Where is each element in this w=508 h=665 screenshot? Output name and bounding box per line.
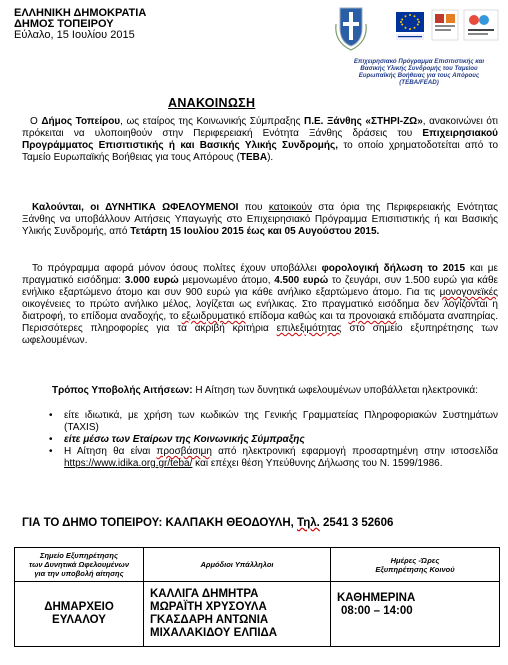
teba-logo-icon (464, 10, 498, 40)
header-municipality: ΔΗΜΟΣ ΤΟΠΕΙΡΟΥ (14, 18, 114, 30)
text-run: ). (267, 152, 274, 163)
text-run: Επιχειρησιακού Προγράμματος Επισιτιστικής ή και Βασικής Υλικής Συνδρομής, (22, 128, 498, 151)
contact-line (22, 517, 393, 529)
eu-program-line: Επιχειρησιακό Πρόγραμμα Επισιτιστικής και (353, 58, 485, 65)
eu-program-line: Βασικής Υλικής Συνδρομής του Ταμείου (360, 65, 478, 72)
submission-methods (40, 410, 498, 470)
list-item (40, 446, 498, 470)
list-item (40, 434, 498, 446)
list-item (40, 410, 498, 434)
submission-paragraph (22, 385, 498, 397)
cell-line: ΔΗΜΑΡΧΕΙΟ (44, 601, 114, 613)
header-line: για την υποβολή αίτησης (34, 569, 124, 578)
document-title: ΑΝΑΚΟΙΝΩΣΗ (168, 96, 256, 110)
text-run: στο σημείο εξυπηρέτησης των ωφελουμένων. (22, 323, 498, 346)
text-run: το οποίο χρηματοδοτείται από το Ταμείο Ευρωπαϊκής Βοήθειας για τους Απόρους ( (22, 140, 499, 163)
text-run: Τετάρτη 15 Ιουλίου 2015 έως και 05 Αυγούστου 2015. (130, 226, 380, 237)
invitation-paragraph (22, 202, 498, 238)
header-country: ΕΛΛΗΝΙΚΗ ΔΗΜΟΚΡΑΤΙΑ (14, 7, 147, 19)
staff-name: ΚΑΛΛΙΓΑ ΔΗΜΗΤΡΑ (150, 588, 259, 600)
cell-line: ΚΑΘΗΜΕΡΙΝΑ (337, 592, 416, 604)
table-row (15, 582, 500, 647)
text-run: προσβάσιμη (156, 446, 212, 457)
text-run: 2541 3 52606 (319, 517, 394, 529)
header-line: Ημέρες -Ώρες (390, 555, 440, 565)
text-run: και επέχει θέση Υπεύθυνης Δήλωσης του Ν. 1599/1986. (192, 458, 443, 469)
text-run: Δήμος Τοπείρου (41, 116, 121, 127)
eu-program-line: (ΤΕΒΑ/FEAD) (399, 79, 439, 86)
text-run: και με πραγματικό εισόδημα: (22, 263, 498, 286)
text-run: κατοικούν (268, 202, 312, 213)
text-run: το ζευγάρι, συν 1.500 ευρώ για κάθε ενήλικο εξαρτώμενο άτομο και συν 900 ευρώ για κάθε ανήλικο εξαρτώμενο άτομο. Για τις (22, 275, 498, 298)
text-run: Ο (30, 116, 42, 127)
text-run: Η Αίτηση των δυνητικά ωφελουμένων υποβάλλεται ηλεκτρονικά: (192, 385, 478, 396)
text-run: Π.Ε. Ξάνθης «ΣΤΗΡΙ-ΖΩ» (303, 116, 423, 127)
header-line: Αρμόδιοι Υπάλληλοι (200, 560, 274, 569)
greek-coat-of-arms-icon (336, 8, 366, 50)
staff-name: ΜΙΧΑΛΑΚΙΔΟΥ ΕΛΠΙΔΑ (150, 627, 278, 639)
text-run: μονογονεϊκές (439, 287, 498, 298)
service-points-table (14, 547, 500, 647)
program-logo-icon (432, 10, 458, 40)
text-run: προνοιακά (348, 311, 396, 322)
text-run: επιλεξιμότητας (276, 323, 342, 334)
text-run: ΓΙΑ ΤΟ ΔΗΜΟ ΤΟΠΕΙΡΟΥ: ΚΑΛΠΑΚΗ ΘΕΟΔΟΥΛΗ, (22, 517, 298, 529)
hours-cell (331, 582, 500, 647)
header-service-point (15, 548, 144, 582)
text-run: , ως εταίρος της Κοινωνικής Σύμπραξης (120, 116, 304, 127)
header-line: Εξυπηρέτησης Κοινού (375, 564, 455, 574)
logo-strip (332, 4, 502, 56)
eu-flag-icon (396, 12, 424, 40)
text-run: Καλούνται, οι ΔΥΝΗΤΙΚΑ ΩΦΕΛΟΥΜΕΝΟΙ (32, 202, 239, 213)
header-line: Σημείο Εξυπηρέτησης (40, 551, 118, 560)
text-run: εξωιδρυματικό (181, 311, 246, 322)
text-run: Τηλ. (297, 517, 320, 529)
eligibility-paragraph (22, 263, 498, 347)
staff-cell (144, 582, 331, 647)
text-run: οικογένειες το πρώτο ανήλικο μέλος, λογίζεται ως ενήλικας. Στο πραγματικό εισόδημα δεν λογίζονται η διατροφή, το επίδομα αναδοχής, το (22, 299, 498, 322)
text-run: είτε ιδιωτικά, με χρήση των κωδικών της Γενικής Γραμματείας Πληροφοριακών Συστημάτων (TAXIS) (64, 410, 498, 433)
header-hours (331, 548, 500, 582)
text-run: Το πρόγραμμα αφορά μόνον όσους πολίτες έχουν υποβάλλει (32, 263, 322, 274)
issuer-header (14, 8, 146, 41)
idika-link[interactable]: https://www.idika.org.gr/teba/ (64, 458, 193, 469)
text-run: που (238, 202, 269, 213)
text-run: Η Αίτηση θα είναι (64, 446, 157, 457)
text-run: φορολογική δήλωση το 2015 (321, 263, 466, 274)
text-run: είτε μέσω των Εταίρων της Κοινωνικής Σύμπραξης (64, 434, 305, 445)
cell-line: ΕΥΛΑΛΟΥ (52, 614, 106, 626)
text-run: μεμονωμένο άτομο, (178, 275, 275, 286)
text-run: 4.500 ευρώ (274, 275, 329, 286)
text-run: από ηλεκτρονική εφαρμογή προσαρτημένη στην ιστοσελίδα (212, 446, 498, 457)
staff-name: ΜΩΡΑΪΤΗ ΧΡΥΣΟΥΛΑ (150, 601, 267, 613)
table-header-row (15, 548, 500, 582)
cell-line: 08:00 – 14:00 (341, 605, 413, 617)
header-line: των Δυνητικά Ωφελουμένων (29, 560, 129, 569)
text-run: στα όρια της Περιφερειακής Ενότητας Ξάνθης να υποβάλλουν Αιτήσεις Υπαγωγής στο Επιχειρησιακό Πρόγραμμα Επισιτιστικής ή και Βασικής Υλικής Συνδρομής, από (22, 202, 498, 237)
service-point-cell (15, 582, 144, 647)
text-run: επιδόματα αναπηρίας. Περισσότερες πληροφορίες για τα ακριβή κριτήρια (22, 311, 498, 334)
text-run: ΤΕΒΑ (239, 152, 268, 163)
text-run: 3.000 ευρώ (124, 275, 179, 286)
header-staff (144, 548, 331, 582)
text-run: Τρόπος Υποβολής Αιτήσεων: (52, 385, 193, 396)
eu-program-caption (334, 58, 504, 86)
staff-name: ΓΚΑΣΔΑΡΗ ΑΝΤΩΝΙΑ (150, 614, 269, 626)
header-date: Εύλαλο, 15 Ιουλίου 2015 (14, 29, 135, 41)
intro-paragraph (22, 116, 498, 164)
eu-program-line: Ευρωπαϊκής Βοήθειας για τους Απόρους (358, 72, 480, 79)
text-run: επίδομα καθώς και τα (245, 311, 349, 322)
text-run: , ανακοινώνει ότι πρόκειται να υλοποιηθούν στην Περιφερειακή Ενότητα Ξάνθης δράσεις του (22, 116, 498, 139)
